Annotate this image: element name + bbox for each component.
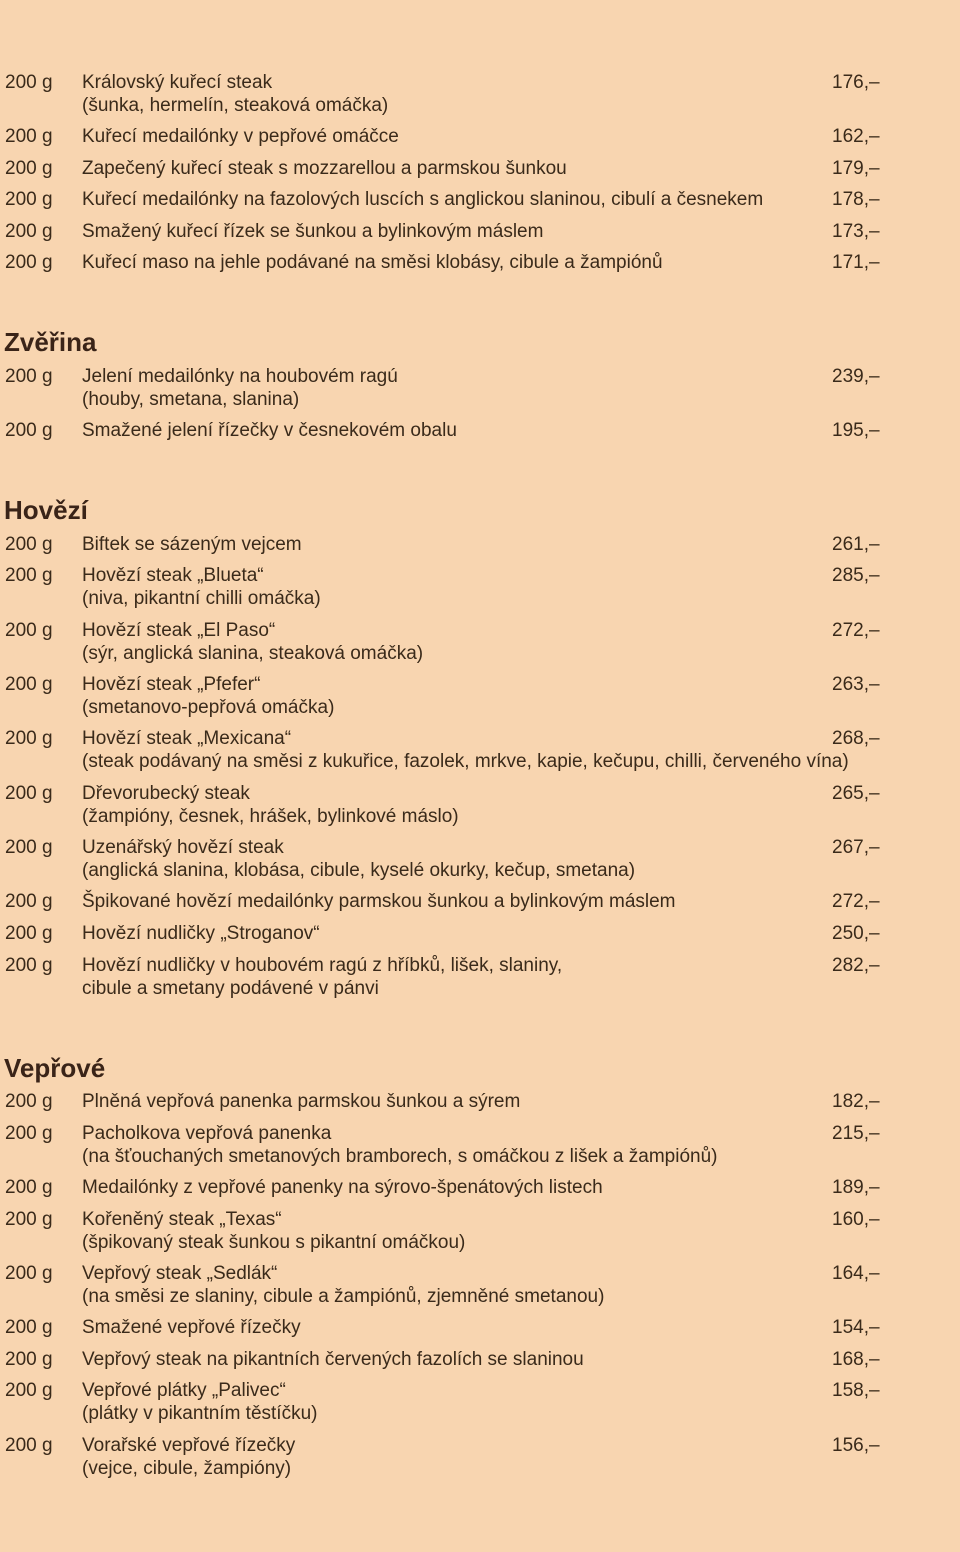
item-description: cibule a smetany podávené v pánvi — [82, 978, 379, 999]
item-weight: 200 g — [5, 1123, 53, 1144]
item-price: 176,– — [832, 72, 880, 93]
item-weight: 200 g — [5, 72, 53, 93]
item-weight: 200 g — [5, 366, 53, 387]
item-name: Smažené vepřové řízečky — [82, 1317, 301, 1338]
item-weight: 200 g — [5, 1435, 53, 1456]
item-description: (smetanovo-pepřová omáčka) — [82, 697, 335, 718]
item-price: 154,– — [832, 1317, 880, 1338]
item-name: Královský kuřecí steak — [82, 72, 273, 93]
menu-item — [0, 954, 960, 1000]
menu-item — [0, 71, 960, 117]
item-price: 178,– — [832, 189, 880, 210]
item-name: Vepřový steak na pikantních červených fazolích se slaninou — [82, 1349, 584, 1370]
item-weight: 200 g — [5, 252, 53, 273]
item-price: 215,– — [832, 1123, 880, 1144]
item-description: (špikovaný steak šunkou s pikantní omáčkou) — [82, 1232, 466, 1253]
menu-item — [0, 419, 960, 465]
menu-item — [0, 727, 960, 773]
item-description: (steak podávaný na směsi z kukuřice, fazolek, mrkve, kapie, kečupu, chilli, červeného vína) — [82, 751, 849, 772]
item-weight: 200 g — [5, 565, 53, 586]
item-name: Kuřecí medailónky na fazolových luscích s anglickou slaninou, cibulí a česnekem — [82, 189, 764, 210]
item-price: 173,– — [832, 221, 880, 242]
menu-item — [0, 619, 960, 665]
section-heading: Zvěřina — [4, 327, 97, 357]
item-name: Medailónky z vepřové panenky na sýrovo-špenátových listech — [82, 1177, 603, 1198]
menu-item — [0, 782, 960, 828]
item-name: Vorařské vepřové řízečky — [82, 1435, 296, 1456]
item-price: 282,– — [832, 955, 880, 976]
item-price: 158,– — [832, 1380, 880, 1401]
item-name: Vepřové plátky „Palivec“ — [82, 1380, 286, 1401]
item-price: 267,– — [832, 837, 880, 858]
item-name: Zapečený kuřecí steak s mozzarellou a parmskou šunkou — [82, 158, 567, 179]
item-weight: 200 g — [5, 420, 53, 441]
item-weight: 200 g — [5, 1091, 53, 1112]
item-description: (plátky v pikantním těstíčku) — [82, 1403, 318, 1424]
item-name: Špikované hovězí medailónky parmskou šunkou a bylinkovým máslem — [82, 891, 676, 912]
item-price: 272,– — [832, 620, 880, 641]
item-weight: 200 g — [5, 1177, 53, 1198]
section-heading: Hovězí — [4, 495, 88, 525]
item-price: 156,– — [832, 1435, 880, 1456]
item-weight: 200 g — [5, 955, 53, 976]
item-weight: 200 g — [5, 837, 53, 858]
item-description: (na směsi ze slaniny, cibule a žampiónů, zjemněné smetanou) — [82, 1286, 605, 1307]
item-name: Biftek se sázeným vejcem — [82, 534, 302, 555]
item-price: 162,– — [832, 126, 880, 147]
menu-item — [0, 1379, 960, 1425]
item-weight: 200 g — [5, 783, 53, 804]
item-name: Uzenářský hovězí steak — [82, 837, 284, 858]
item-name: Plněná vepřová panenka parmskou šunkou a sýrem — [82, 1091, 521, 1112]
item-name: Vepřový steak „Sedlák“ — [82, 1263, 278, 1284]
item-weight: 200 g — [5, 126, 53, 147]
item-weight: 200 g — [5, 1317, 53, 1338]
item-name: Hovězí nudličky „Stroganov“ — [82, 923, 320, 944]
item-description: (vejce, cibule, žampióny) — [82, 1458, 292, 1479]
item-name: Hovězí steak „Blueta“ — [82, 565, 264, 586]
item-weight: 200 g — [5, 534, 53, 555]
item-price: 160,– — [832, 1209, 880, 1230]
item-description: (žampióny, česnek, hrášek, bylinkové máslo) — [82, 806, 459, 827]
menu-item — [0, 836, 960, 882]
item-price: 250,– — [832, 923, 880, 944]
item-name: Kořeněný steak „Texas“ — [82, 1209, 282, 1230]
item-description: (houby, smetana, slanina) — [82, 389, 300, 410]
item-weight: 200 g — [5, 728, 53, 749]
item-weight: 200 g — [5, 158, 53, 179]
item-price: 195,– — [832, 420, 880, 441]
item-price: 239,– — [832, 366, 880, 387]
item-name: Kuřecí maso na jehle podávané na směsi klobásy, cibule a žampiónů — [82, 252, 663, 273]
item-weight: 200 g — [5, 1263, 53, 1284]
item-name: Dřevorubecký steak — [82, 783, 250, 804]
item-name: Hovězí steak „Pfefer“ — [82, 674, 261, 695]
item-weight: 200 g — [5, 923, 53, 944]
item-weight: 200 g — [5, 891, 53, 912]
item-price: 168,– — [832, 1349, 880, 1370]
item-price: 268,– — [832, 728, 880, 749]
item-name: Hovězí steak „El Paso“ — [82, 620, 276, 641]
item-weight: 200 g — [5, 1380, 53, 1401]
item-name: Hovězí nudličky v houbovém ragú z hříbků, lišek, slaniny, — [82, 955, 563, 976]
item-price: 182,– — [832, 1091, 880, 1112]
item-name: Kuřecí medailónky v pepřové omáčce — [82, 126, 399, 147]
item-weight: 200 g — [5, 674, 53, 695]
item-weight: 200 g — [5, 1349, 53, 1370]
item-name: Jelení medailónky na houbovém ragú — [82, 366, 398, 387]
item-description: (na šťouchaných smetanových bramborech, s omáčkou z lišek a žampiónů) — [82, 1146, 718, 1167]
item-name: Smažené jelení řízečky v česnekovém obalu — [82, 420, 457, 441]
item-price: 171,– — [832, 252, 880, 273]
menu-item — [0, 1434, 960, 1480]
item-description: (anglická slanina, klobása, cibule, kyselé okurky, kečup, smetana) — [82, 860, 636, 881]
item-name: Smažený kuřecí řízek se šunkou a bylinkovým máslem — [82, 221, 544, 242]
section-heading: Vepřové — [4, 1053, 106, 1083]
item-price: 261,– — [832, 534, 880, 555]
item-description: (šunka, hermelín, steaková omáčka) — [82, 95, 389, 116]
item-weight: 200 g — [5, 189, 53, 210]
menu-item — [0, 1122, 960, 1168]
item-price: 179,– — [832, 158, 880, 179]
item-price: 189,– — [832, 1177, 880, 1198]
item-price: 263,– — [832, 674, 880, 695]
menu-item — [0, 251, 960, 297]
item-weight: 200 g — [5, 620, 53, 641]
item-description: (niva, pikantní chilli omáčka) — [82, 588, 321, 609]
menu-item — [0, 1208, 960, 1254]
item-price: 164,– — [832, 1263, 880, 1284]
item-weight: 200 g — [5, 221, 53, 242]
menu-item — [0, 365, 960, 411]
item-weight: 200 g — [5, 1209, 53, 1230]
item-description: (sýr, anglická slanina, steaková omáčka) — [82, 643, 424, 664]
item-name: Hovězí steak „Mexicana“ — [82, 728, 292, 749]
item-name: Pacholkova vepřová panenka — [82, 1123, 332, 1144]
menu-item — [0, 564, 960, 610]
menu-item — [0, 673, 960, 719]
item-price: 272,– — [832, 891, 880, 912]
menu-item — [0, 1262, 960, 1308]
item-price: 265,– — [832, 783, 880, 804]
item-price: 285,– — [832, 565, 880, 586]
